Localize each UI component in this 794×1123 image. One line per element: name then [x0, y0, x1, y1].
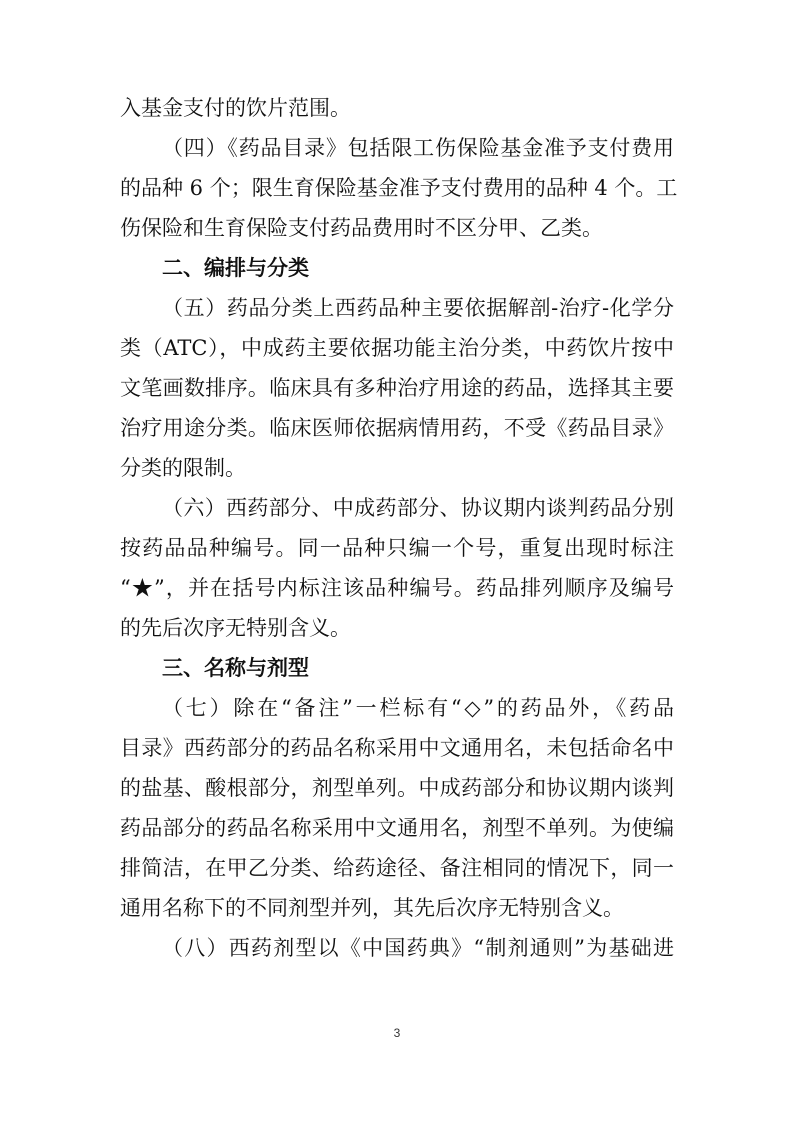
paragraph-line: 的先后次序无特别含义。	[120, 616, 351, 640]
paragraph-line: 分类的限制。	[120, 456, 246, 480]
paragraph-line: （五）药品分类上西药品种主要依据解剖-治疗-化学分	[162, 296, 674, 320]
paragraph-line: 文笔画数排序。临床具有多种治疗用途的药品，选择其主要	[120, 376, 674, 400]
document-body	[120, 88, 678, 968]
paragraph-line: 的品种 6 个；限生育保险基金准予支付费用的品种 4 个。工	[120, 176, 678, 200]
paragraph-line: （六）西药部分、中成药部分、协议期内谈判药品分别	[162, 496, 674, 520]
section-heading: 三、名称与剂型	[162, 656, 309, 680]
paragraph-line: 类（ATC），中成药主要依据功能主治分类，中药饮片按中	[120, 336, 674, 360]
paragraph-line: （七）除在“备注”一栏标有“◇”的药品外，《药品	[162, 696, 674, 720]
paragraph-line: 排简洁，在甲乙分类、给药途径、备注相同的情况下，同一	[120, 856, 674, 880]
page-number: 3	[393, 1026, 401, 1040]
section-heading: 二、编排与分类	[162, 256, 309, 280]
paragraph-line: 入基金支付的饮片范围。	[120, 96, 351, 120]
paragraph-line: 通用名称下的不同剂型并列，其先后次序无特别含义。	[120, 896, 624, 920]
paragraph-line: 的盐基、酸根部分，剂型单列。中成药部分和协议期内谈判	[120, 776, 674, 800]
paragraph-line: 药品部分的药品名称采用中文通用名，剂型不单列。为使编	[120, 816, 674, 840]
paragraph-line: 按药品品种编号。同一品种只编一个号，重复出现时标注	[120, 536, 674, 560]
paragraph-line: “★”，并在括号内标注该品种编号。药品排列顺序及编号	[120, 576, 674, 600]
paragraph-line: 治疗用途分类。临床医师依据病情用药，不受《药品目录》	[120, 416, 674, 440]
paragraph-line: 伤保险和生育保险支付药品费用时不区分甲、乙类。	[120, 216, 603, 240]
paragraph-line: （八）西药剂型以《中国药典》“制剂通则”为基础进	[162, 936, 674, 960]
paragraph-line: 目录》西药部分的药品名称采用中文通用名，未包括命名中	[120, 736, 674, 760]
paragraph-line: （四）《药品目录》包括限工伤保险基金准予支付费用	[162, 136, 674, 160]
